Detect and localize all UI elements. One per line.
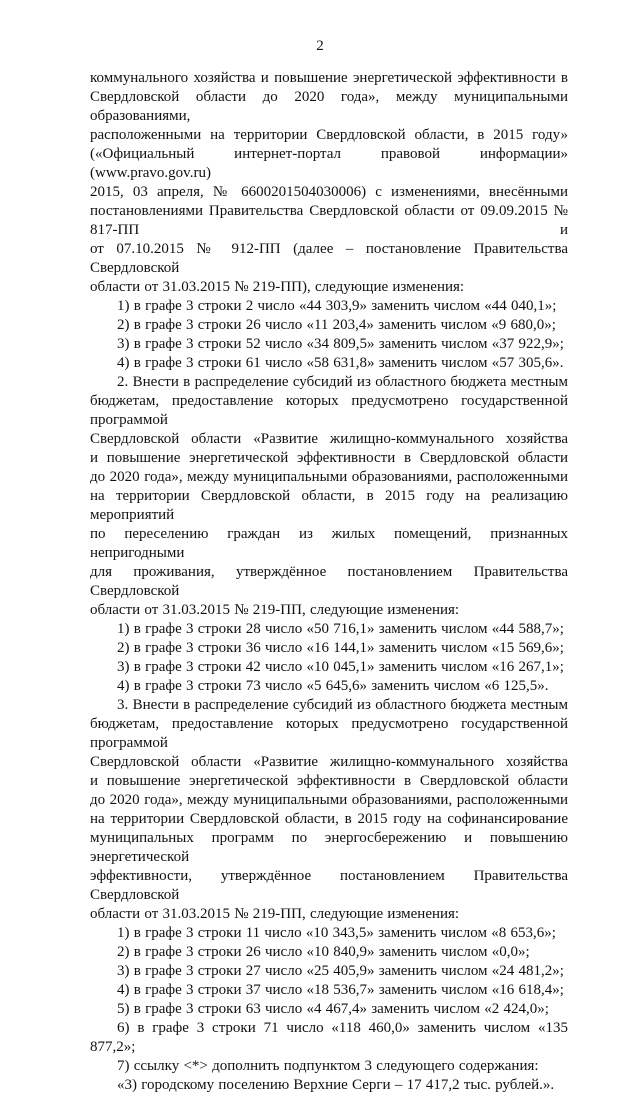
text-line: «3) городскому поселению Верхние Серги – 17 417,2 тыс. рублей.». xyxy=(117,1077,555,1093)
text-line: и повышение энергетической эффективности в Свердловской области xyxy=(90,773,568,789)
text-line: 2) в графе 3 строки 36 число «16 144,1» заменить числом «15 569,6»; xyxy=(117,640,564,656)
text-line: бюджетам, предоставление которых предусмотрено государственной программой xyxy=(90,393,568,428)
text-line: Свердловской области «Развитие жилищно-коммунального хозяйства xyxy=(90,754,568,770)
text-line: муниципальных программ по энергосбережению и повышению энергетической xyxy=(90,830,568,865)
text-line: Свердловской области до 2020 года», между муниципальными образованиями, xyxy=(90,89,568,124)
text-line: 3) в графе 3 строки 52 число «34 809,5» заменить числом «37 922,9»; xyxy=(117,336,564,352)
text-line: области от 31.03.2015 № 219-ПП, следующие изменения: xyxy=(90,602,460,618)
text-line: от 07.10.2015 № 912-ПП (далее – постановление Правительства Свердловской xyxy=(90,241,568,276)
text-line: 4) в графе 3 строки 37 число «18 536,7» заменить числом «16 618,4»; xyxy=(117,982,564,998)
text-line: («Официальный интернет-портал правовой информации» (www.pravo.gov.ru) xyxy=(90,146,568,181)
text-line: 5) в графе 3 строки 63 число «4 467,4» заменить числом «2 424,0»; xyxy=(117,1001,549,1017)
text-line: области от 31.03.2015 № 219-ПП), следующие изменения: xyxy=(90,279,465,295)
text-line: эффективности, утверждённое постановлением Правительства Свердловской xyxy=(90,868,568,903)
text-line: на территории Свердловской области, в 2015 году на софинансирование xyxy=(90,811,568,827)
text-line: 3. Внести в распределение субсидий из областного бюджета местным xyxy=(117,697,568,713)
text-line: и повышение энергетической эффективности в Свердловской области xyxy=(90,450,568,466)
text-line: 4) в графе 3 строки 73 число «5 645,6» заменить числом «6 125,5». xyxy=(117,678,549,694)
text-line: постановлениями Правительства Свердловской области от 09.09.2015 № 817-ПП и xyxy=(90,203,568,238)
text-line: 6) в графе 3 строки 71 число «118 460,0» заменить числом «135 877,2»; xyxy=(90,1020,568,1055)
text-line: до 2020 года», между муниципальными образованиями, расположенными xyxy=(90,792,568,808)
text-line: 1) в графе 3 строки 2 число «44 303,9» заменить числом «44 040,1»; xyxy=(117,298,557,314)
text-line: 3) в графе 3 строки 27 число «25 405,9» заменить числом «24 481,2»; xyxy=(117,963,564,979)
text-line: по переселению граждан из жилых помещений, признанных непригодными xyxy=(90,526,568,561)
page-number: 2 xyxy=(316,38,324,54)
text-line: 2) в графе 3 строки 26 число «11 203,4» заменить числом «9 680,0»; xyxy=(117,317,556,333)
text-line: 1) в графе 3 строки 11 число «10 343,5» заменить числом «8 653,6»; xyxy=(117,925,556,941)
text-line: бюджетам, предоставление которых предусмотрено государственной программой xyxy=(90,716,568,751)
text-line: 7) ссылку <*> дополнить подпунктом 3 следующего содержания: xyxy=(117,1058,539,1074)
text-line: Свердловской области «Развитие жилищно-коммунального хозяйства xyxy=(90,431,568,447)
text-line: до 2020 года», между муниципальными образованиями, расположенными xyxy=(90,469,568,485)
text-line: расположенными на территории Свердловской области, в 2015 году» xyxy=(90,127,568,143)
text-line: 2015, 03 апреля, № 6600201504030006) с изменениями, внесёнными xyxy=(90,184,568,200)
text-line: коммунального хозяйства и повышение энергетической эффективности в xyxy=(90,70,568,86)
document-body xyxy=(90,69,568,1095)
text-line: 2) в графе 3 строки 26 число «10 840,9» заменить числом «0,0»; xyxy=(117,944,530,960)
text-line: на территории Свердловской области, в 2015 году на реализацию мероприятий xyxy=(90,488,568,523)
text-line: 2. Внести в распределение субсидий из областного бюджета местным xyxy=(117,374,568,390)
text-line: 4) в графе 3 строки 61 число «58 631,8» заменить числом «57 305,6». xyxy=(117,355,564,371)
text-line: 3) в графе 3 строки 42 число «10 045,1» заменить числом «16 267,1»; xyxy=(117,659,564,675)
text-line: области от 31.03.2015 № 219-ПП, следующие изменения: xyxy=(90,906,460,922)
text-line: 1) в графе 3 строки 28 число «50 716,1» заменить числом «44 588,7»; xyxy=(117,621,564,637)
text-line: для проживания, утверждённое постановлением Правительства Свердловской xyxy=(90,564,568,599)
